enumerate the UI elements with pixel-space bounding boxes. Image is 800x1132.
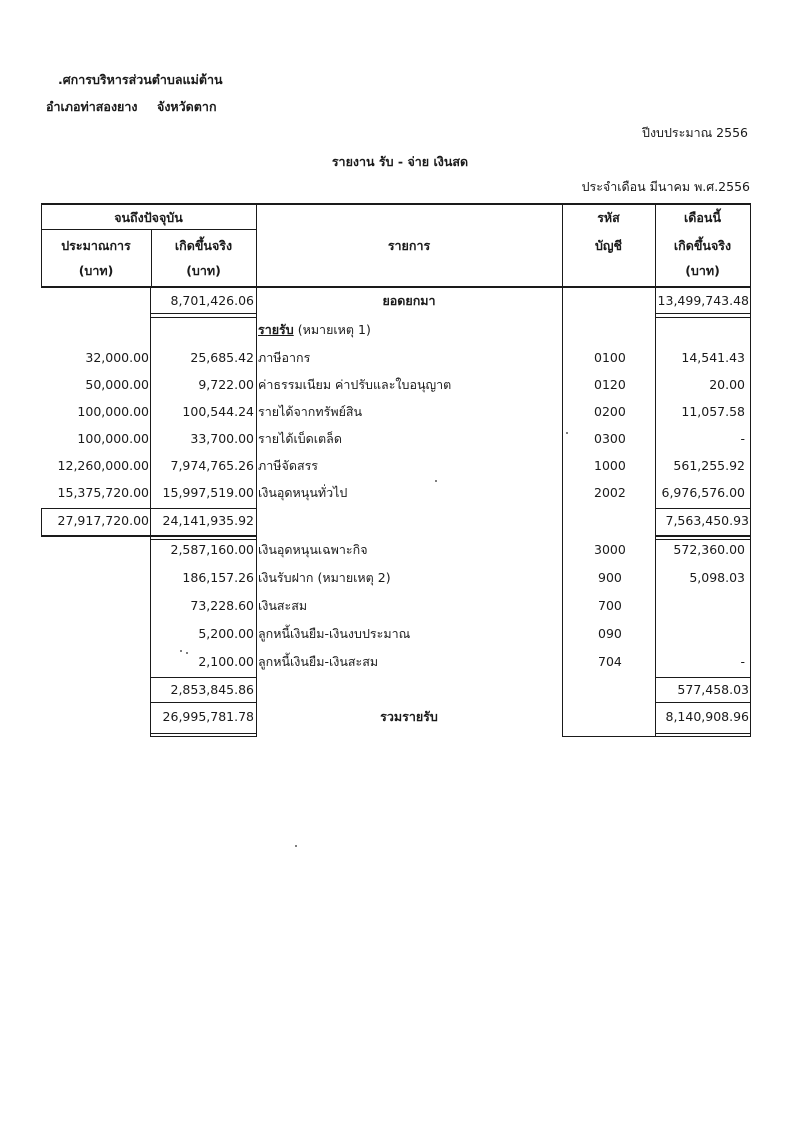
header-code-top: รหัส bbox=[597, 210, 620, 225]
scan-speck bbox=[180, 650, 182, 652]
month-cell: - bbox=[740, 654, 745, 669]
item-cell: เงินสะสม bbox=[258, 598, 308, 613]
item-cell: รายได้จากทรัพย์สิน bbox=[258, 404, 363, 419]
month-cell: 6,976,576.00 bbox=[661, 485, 745, 500]
code-cell: 0300 bbox=[594, 431, 626, 446]
scan-speck bbox=[435, 480, 437, 482]
code-cell: 0100 bbox=[594, 350, 626, 365]
actual-cell: 9,722.00 bbox=[198, 377, 254, 392]
org-name: .ศการบริหารส่วนตำบลแม่ต้าน bbox=[58, 72, 223, 87]
grand-total-actual: 26,995,781.78 bbox=[162, 709, 254, 724]
header-month-unit: (บาท) bbox=[685, 263, 720, 278]
estimate-cell: 12,260,000.00 bbox=[57, 458, 149, 473]
subtotal-actual: 24,141,935.92 bbox=[162, 513, 254, 528]
item-cell: ลูกหนี้เงินยืม-เงินงบประมาณ bbox=[258, 626, 411, 641]
header-code-bottom: บัญชี bbox=[594, 238, 623, 253]
scan-speck bbox=[186, 652, 188, 654]
header-item: รายการ bbox=[387, 238, 431, 253]
month-cell: 572,360.00 bbox=[673, 542, 745, 557]
actual-cell: 2,100.00 bbox=[198, 654, 254, 669]
item-cell: เงินอุดหนุนทั่วไป bbox=[258, 485, 348, 500]
code-cell: 2002 bbox=[594, 485, 626, 500]
opening-label: ยอดยกมา bbox=[382, 293, 436, 308]
header-estimate-unit: (บาท) bbox=[78, 263, 114, 278]
actual-cell: 5,200.00 bbox=[198, 626, 254, 641]
income-heading bbox=[258, 322, 371, 338]
income-heading-label: รายรับ bbox=[258, 322, 294, 337]
month-cell: 5,098.03 bbox=[689, 570, 745, 585]
header-this-month: เดือนนี้ bbox=[684, 210, 721, 225]
header-to-date: จนถึงปัจจุบัน bbox=[114, 210, 183, 225]
other-subtotal-actual: 2,853,845.86 bbox=[170, 682, 254, 697]
report-period: ประจำเดือน มีนาคม พ.ศ.2556 bbox=[581, 179, 750, 194]
code-cell: 1000 bbox=[594, 458, 626, 473]
month-cell: - bbox=[740, 431, 745, 446]
item-cell: ลูกหนี้เงินยืม-เงินสะสม bbox=[258, 654, 379, 669]
header-actual: เกิดขึ้นจริง bbox=[174, 238, 233, 253]
item-cell: ค่าธรรมเนียม ค่าปรับและใบอนุญาต bbox=[258, 377, 452, 392]
other-subtotal-month: 577,458.03 bbox=[677, 682, 749, 697]
district: อำเภอท่าสองยาง bbox=[46, 99, 138, 114]
code-cell: 090 bbox=[598, 626, 622, 641]
actual-cell: 73,228.60 bbox=[190, 598, 254, 613]
province: จังหวัดตาก bbox=[157, 99, 217, 114]
month-cell: 20.00 bbox=[709, 377, 745, 392]
actual-cell: 2,587,160.00 bbox=[170, 542, 254, 557]
code-cell: 700 bbox=[598, 598, 622, 613]
scan-speck bbox=[295, 845, 297, 847]
header-actual-unit: (บาท) bbox=[186, 263, 221, 278]
subtotal-estimate: 27,917,720.00 bbox=[57, 513, 149, 528]
actual-cell: 186,157.26 bbox=[182, 570, 254, 585]
estimate-cell: 50,000.00 bbox=[85, 377, 149, 392]
item-cell: ภาษีจัดสรร bbox=[258, 458, 318, 473]
code-cell: 0200 bbox=[594, 404, 626, 419]
estimate-cell: 15,375,720.00 bbox=[57, 485, 149, 500]
month-cell: 561,255.92 bbox=[673, 458, 745, 473]
month-cell: 14,541.43 bbox=[681, 350, 745, 365]
actual-cell: 33,700.00 bbox=[190, 431, 254, 446]
income-heading-note: (หมายเหตุ 1) bbox=[297, 322, 371, 337]
actual-cell: 25,685.42 bbox=[190, 350, 254, 365]
actual-cell: 100,544.24 bbox=[182, 404, 254, 419]
fiscal-year: ปีงบประมาณ 2556 bbox=[642, 125, 748, 140]
grand-total-label: รวมรายรับ bbox=[380, 709, 438, 724]
estimate-cell: 32,000.00 bbox=[85, 350, 149, 365]
item-cell: เงินรับฝาก (หมายเหตุ 2) bbox=[258, 570, 391, 585]
grand-total-month: 8,140,908.96 bbox=[665, 709, 749, 724]
subtotal-month: 7,563,450.93 bbox=[665, 513, 749, 528]
item-cell: ภาษีอากร bbox=[258, 350, 311, 365]
opening-month: 13,499,743.48 bbox=[657, 293, 749, 308]
code-cell: 0120 bbox=[594, 377, 626, 392]
actual-cell: 15,997,519.00 bbox=[162, 485, 254, 500]
code-cell: 3000 bbox=[594, 542, 626, 557]
item-cell: รายได้เบ็ดเตล็ด bbox=[258, 431, 342, 446]
month-cell: 11,057.58 bbox=[681, 404, 745, 419]
opening-actual: 8,701,426.06 bbox=[170, 293, 254, 308]
header-estimate: ประมาณการ bbox=[61, 238, 131, 253]
estimate-cell: 100,000.00 bbox=[77, 404, 149, 419]
item-cell: เงินอุดหนุนเฉพาะกิจ bbox=[258, 542, 368, 557]
report-title: รายงาน รับ - จ่าย เงินสด bbox=[331, 154, 469, 169]
actual-cell: 7,974,765.26 bbox=[170, 458, 254, 473]
estimate-cell: 100,000.00 bbox=[77, 431, 149, 446]
code-cell: 900 bbox=[598, 570, 622, 585]
code-cell: 704 bbox=[598, 654, 622, 669]
scan-speck bbox=[566, 432, 568, 434]
header-month-actual: เกิดขึ้นจริง bbox=[673, 238, 732, 253]
